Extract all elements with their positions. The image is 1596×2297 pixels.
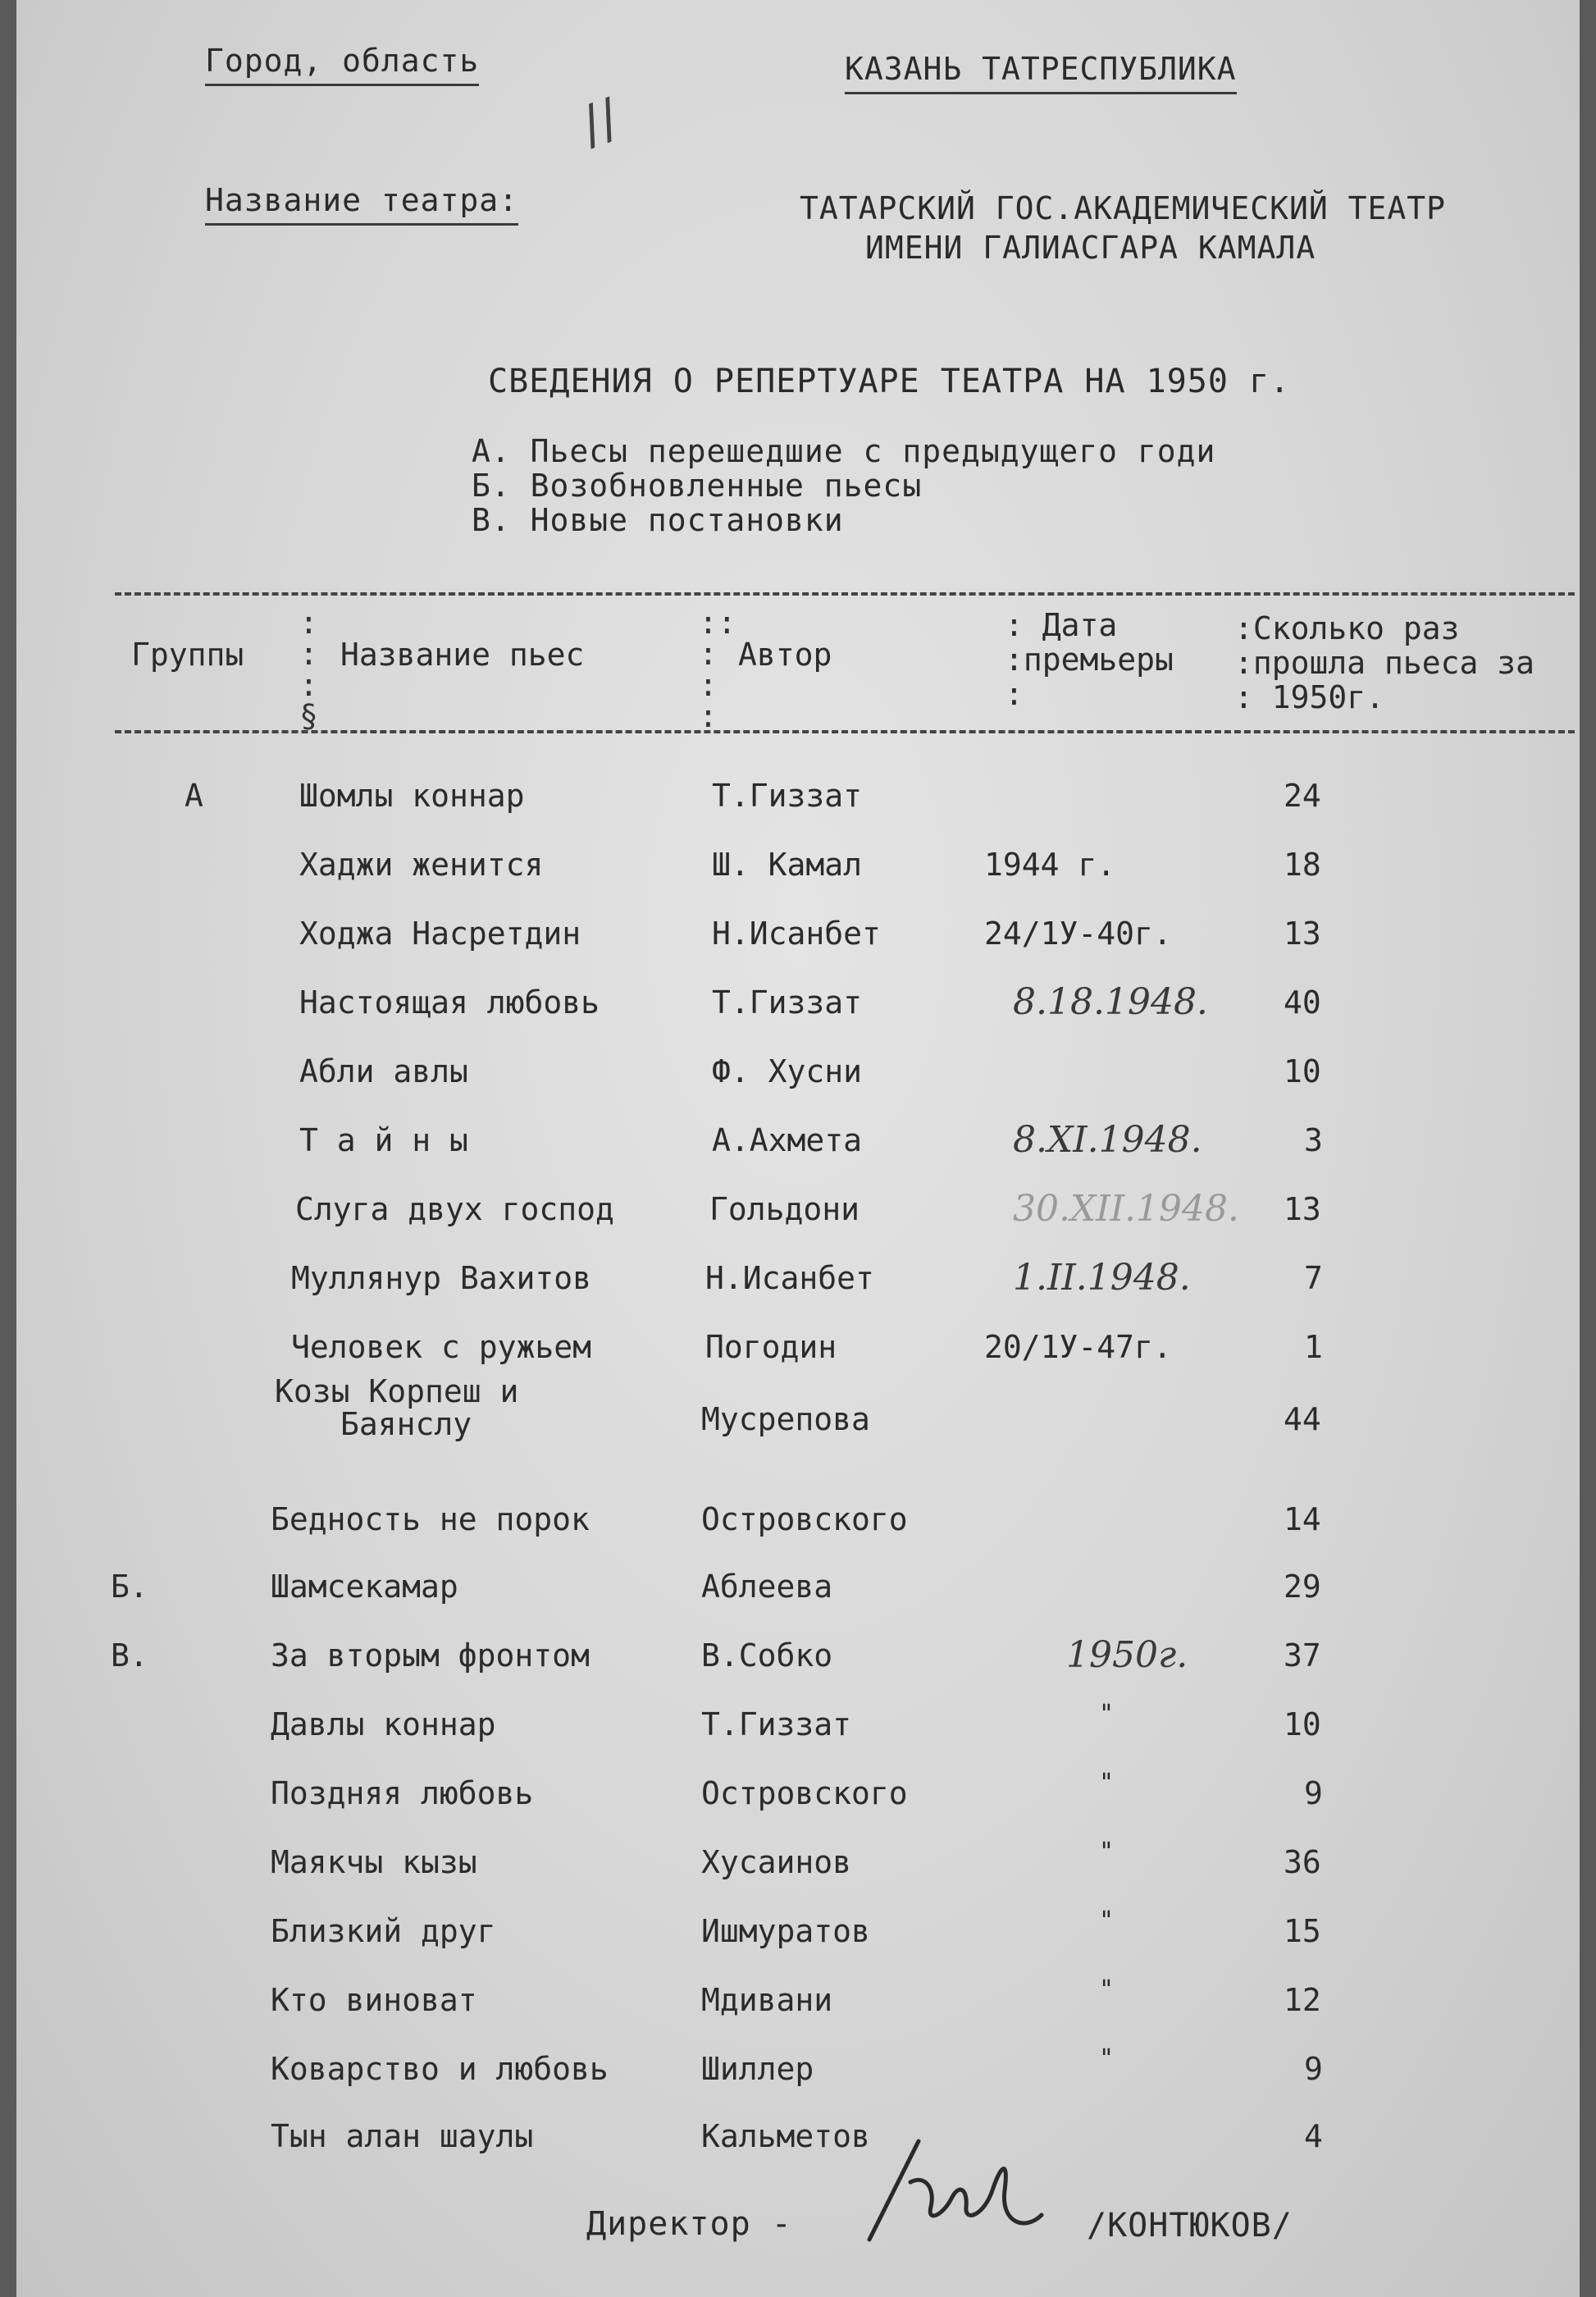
row-author: Ишмуратов — [701, 1913, 870, 1949]
row-premiere: " — [1099, 1838, 1115, 1866]
row-premiere: " — [1099, 1907, 1115, 1935]
row-count: 7 — [1304, 1260, 1323, 1296]
row-count: 12 — [1284, 1982, 1321, 2018]
document-page — [16, 0, 1580, 2297]
row-count: 40 — [1284, 984, 1321, 1021]
row-title: Настоящая любовь — [299, 984, 600, 1021]
column-separator: : — [1005, 676, 1024, 712]
row-title: За вторым фронтом — [271, 1637, 590, 1674]
row-group: Б. — [111, 1569, 148, 1605]
row-title: Слуга двух господ — [295, 1191, 614, 1227]
row-title: Хаджи женится — [299, 847, 544, 883]
row-count: 18 — [1284, 847, 1321, 883]
row-premiere: " — [1099, 1700, 1115, 1728]
row-count: 3 — [1304, 1122, 1323, 1158]
director-label: Директор - — [586, 2205, 792, 2243]
row-author: Т.Гиззат — [701, 1706, 852, 1742]
row-count: 14 — [1284, 1501, 1321, 1537]
row-premiere: 20/1У-47г. — [984, 1329, 1172, 1365]
row-premiere: 1950г. — [1066, 1634, 1188, 1676]
column-separator: : : : § — [299, 605, 318, 734]
row-author: Т.Гиззат — [712, 984, 863, 1021]
row-author: Мдивани — [701, 1982, 833, 2018]
city-label: Город, область — [205, 43, 479, 86]
row-author: Хусаинов — [701, 1844, 852, 1880]
director-signature — [837, 2125, 1083, 2248]
row-title: Шомлы коннар — [299, 778, 525, 814]
row-count: 15 — [1284, 1913, 1321, 1949]
row-premiere: " — [1099, 2044, 1115, 2073]
row-author: Н.Исанбет — [712, 916, 881, 952]
director-name: /КОНТЮКОВ/ — [1087, 2207, 1293, 2244]
row-author: В.Собко — [701, 1637, 833, 1674]
theatre-name-line2: ИМЕНИ ГАЛИАСГАРА КАМАЛА — [865, 230, 1316, 266]
row-count: 36 — [1284, 1844, 1321, 1880]
column-header-title: Название пьес — [340, 637, 585, 673]
row-title: Давлы коннар — [271, 1706, 496, 1742]
column-header-count-2: :прошла пьеса за — [1234, 645, 1535, 681]
row-author: Аблеева — [701, 1569, 833, 1605]
row-author: Гольдони — [709, 1191, 860, 1227]
column-separator: :: : : : — [699, 605, 736, 734]
document-title: СВЕДЕНИЯ О РЕПЕРТУАРЕ ТЕАТРА НА 1950 г. — [488, 363, 1291, 400]
row-title: Козы Корпеш и — [275, 1373, 519, 1409]
row-group: А — [185, 778, 203, 814]
row-premiere: 8.XI.1948. — [1013, 1119, 1202, 1161]
row-title: Баянслу — [340, 1406, 472, 1442]
column-header-group: Группы — [131, 637, 244, 673]
row-title: Муллянур Вахитов — [291, 1260, 592, 1296]
row-count: 1 — [1304, 1329, 1323, 1365]
row-count: 24 — [1284, 778, 1321, 814]
row-count: 10 — [1284, 1706, 1321, 1742]
row-title: Маякчы кызы — [271, 1844, 477, 1880]
row-author: Островского — [701, 1775, 908, 1811]
column-header-count-1: :Сколько раз — [1234, 610, 1460, 646]
row-title: Человек с ружьем — [291, 1329, 592, 1365]
row-count: 13 — [1284, 1191, 1321, 1227]
row-author: Кальметов — [701, 2118, 870, 2154]
row-author: Ш. Камал — [712, 847, 863, 883]
row-count: 37 — [1284, 1637, 1321, 1674]
legend-line-a: А. Пьесы перешедшие с предыдущего годи — [472, 433, 1216, 469]
row-author: Ф. Хусни — [712, 1053, 863, 1089]
row-title: Тын алан шаулы — [271, 2118, 534, 2154]
row-title: Близкий друг — [271, 1913, 496, 1949]
row-premiere: 1944 г. — [984, 847, 1116, 883]
row-count: 29 — [1284, 1569, 1321, 1605]
row-author: Т.Гиззат — [712, 778, 863, 814]
row-count: 44 — [1284, 1401, 1321, 1437]
row-author: А.Ахмета — [712, 1122, 863, 1158]
row-title: Т а й н ы — [299, 1122, 468, 1158]
row-author: Островского — [701, 1501, 908, 1537]
row-count: 9 — [1304, 1775, 1323, 1811]
row-title: Абли авлы — [299, 1053, 468, 1089]
row-title: Ходжа Насретдин — [299, 916, 581, 952]
row-premiere: 8.18.1948. — [1013, 981, 1208, 1023]
row-count: 10 — [1284, 1053, 1321, 1089]
slash-mark: // — [572, 87, 627, 158]
row-author: Погодин — [705, 1329, 837, 1365]
legend-line-c: В. Новые постановки — [472, 502, 844, 538]
row-title: Коварство и любовь — [271, 2051, 609, 2087]
legend-line-b: Б. Возобновленные пьесы — [472, 468, 923, 504]
column-header-count-3: : 1950г. — [1234, 679, 1385, 715]
row-premiere: 1.II.1948. — [1013, 1257, 1191, 1299]
row-premiere: " — [1099, 1975, 1115, 2004]
theatre-label: Название театра: — [205, 182, 518, 226]
table-header-rule — [115, 730, 1575, 733]
table-top-rule — [115, 592, 1575, 596]
row-title: Поздняя любовь — [271, 1775, 534, 1811]
theatre-name-line1: ТАТАРСКИЙ ГОС.АКАДЕМИЧЕСКИЙ ТЕАТР — [800, 190, 1446, 226]
column-header-premiere-2: :премьеры — [1005, 642, 1174, 678]
row-count: 13 — [1284, 916, 1321, 952]
row-author: Н.Исанбет — [705, 1260, 874, 1296]
row-premiere: 24/1У-40г. — [984, 916, 1172, 952]
row-title: Кто виноват — [271, 1982, 477, 2018]
column-header-author: Автор — [738, 637, 832, 673]
row-title: Шамсекамар — [271, 1569, 458, 1605]
column-header-premiere-1: : Дата — [1005, 607, 1118, 643]
row-author: Шиллер — [701, 2051, 814, 2087]
row-count: 4 — [1304, 2118, 1323, 2154]
row-count: 9 — [1304, 2051, 1323, 2087]
row-group: В. — [111, 1637, 148, 1674]
row-premiere: 30.XII.1948. — [1013, 1188, 1240, 1230]
row-premiere: " — [1099, 1769, 1115, 1797]
city-value: КАЗАНЬ ТАТРЕСПУБЛИКА — [845, 51, 1237, 94]
row-author: Мусрепова — [701, 1401, 870, 1437]
row-title: Бедность не порок — [271, 1501, 590, 1537]
